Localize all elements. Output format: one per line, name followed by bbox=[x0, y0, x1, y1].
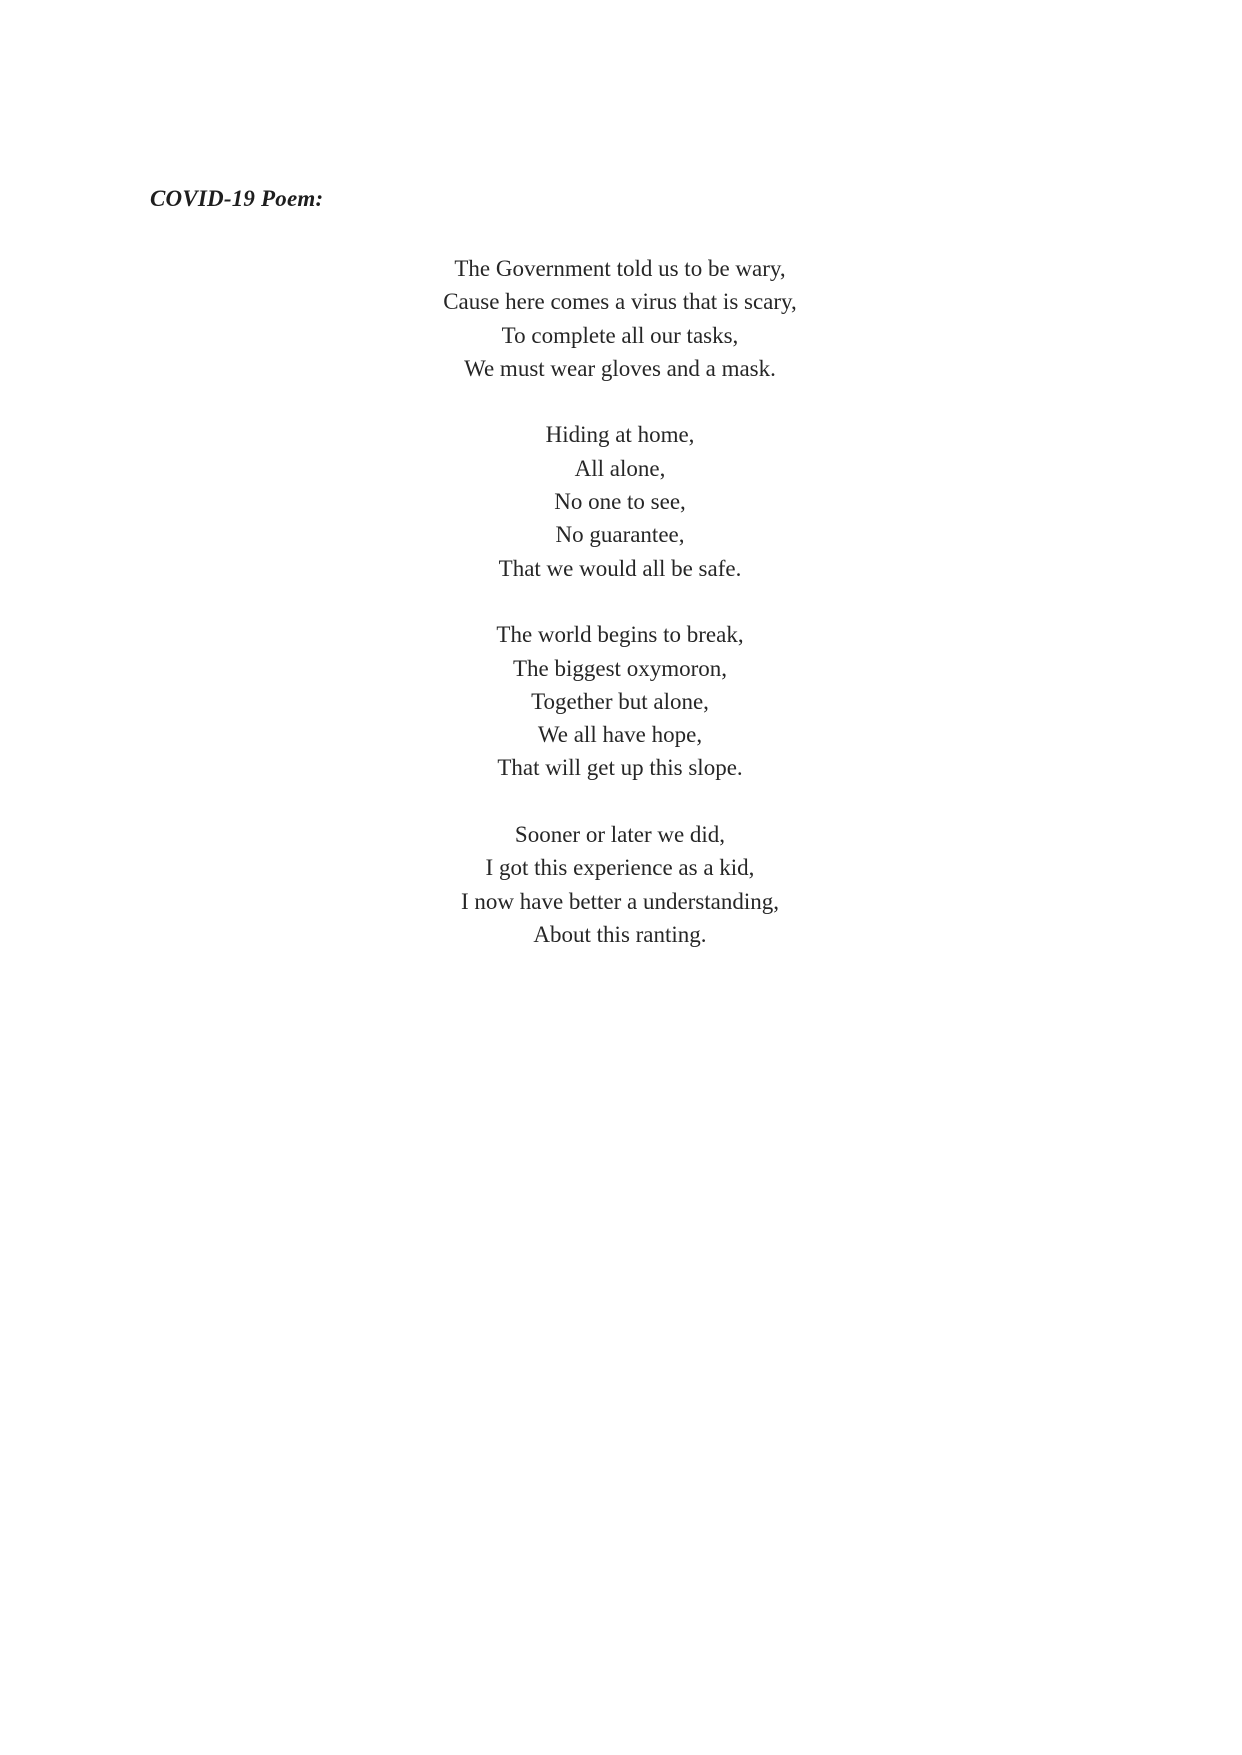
poem-line: Hiding at home, bbox=[545, 422, 695, 448]
poem-line: That we would all be safe. bbox=[498, 555, 742, 581]
stanza-2 bbox=[400, 418, 840, 584]
stanza-3 bbox=[400, 618, 840, 784]
poem-line: The biggest oxymoron, bbox=[513, 655, 727, 681]
poem-line: No one to see, bbox=[554, 489, 686, 515]
poem-line: To complete all our tasks, bbox=[501, 322, 739, 348]
poem-line: I now have better a understanding, bbox=[460, 888, 780, 914]
poem-line: The Government told us to be wary, bbox=[454, 256, 786, 281]
poem-line: Sooner or later we did, bbox=[514, 822, 726, 848]
poem-line: The world begins to break, bbox=[496, 622, 744, 648]
poem-body bbox=[400, 252, 840, 985]
poem-line: Together but alone, bbox=[531, 688, 709, 714]
poem-title: COVID-19 Poem: bbox=[150, 186, 324, 211]
poem-line: Cause here comes a virus that is scary, bbox=[443, 289, 797, 315]
poem-line: We all have hope, bbox=[537, 722, 703, 748]
poem-line: All alone, bbox=[574, 455, 666, 481]
poem-line: No guarantee, bbox=[555, 522, 685, 548]
stanza-1 bbox=[400, 252, 840, 385]
poem-line: We must wear gloves and a mask. bbox=[464, 355, 776, 381]
poem-line: I got this experience as a kid, bbox=[485, 855, 755, 881]
poem-line: That will get up this slope. bbox=[497, 755, 743, 781]
poem-line: About this ranting. bbox=[533, 921, 707, 947]
stanza-4 bbox=[400, 818, 840, 951]
